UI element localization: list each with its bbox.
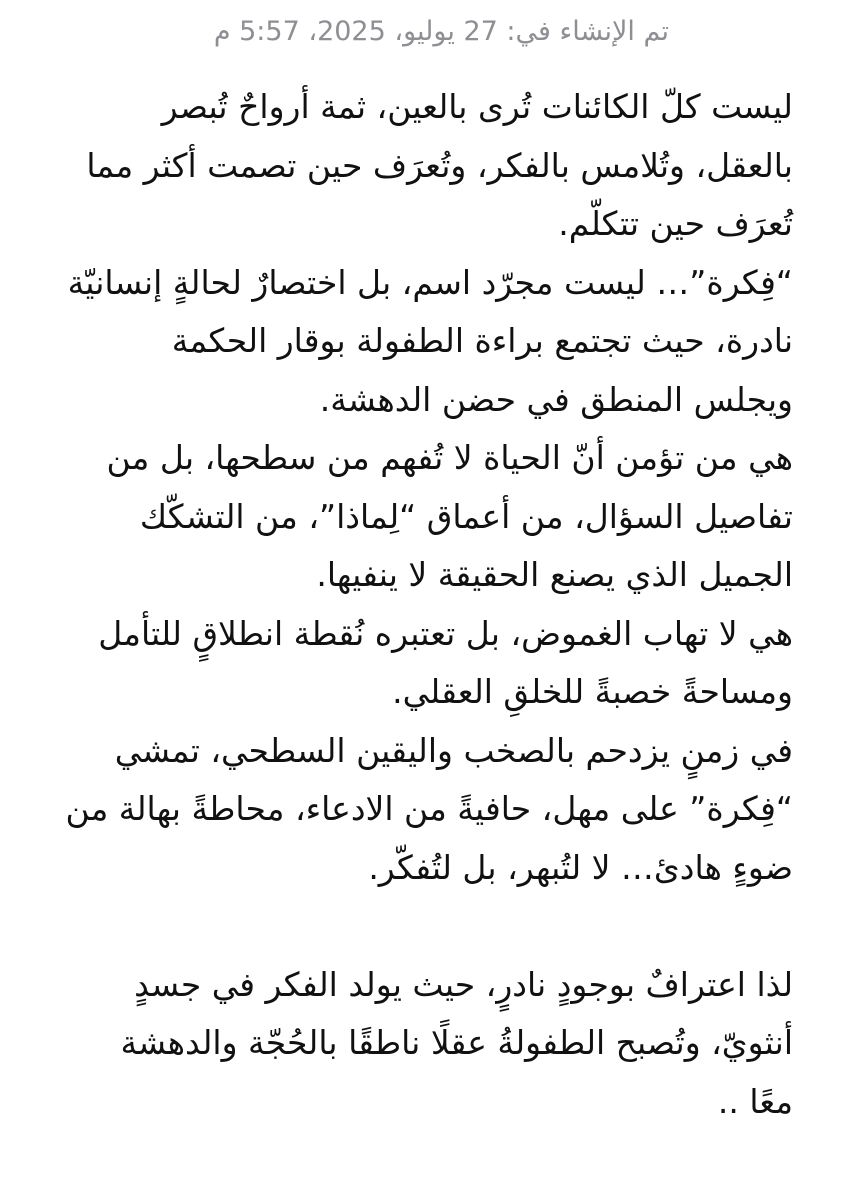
text-line: لذا اعترافٌ بوجودٍ نادرٍ، حيث يولد الفكر في جسدٍ (134, 964, 793, 1004)
paragraph-mystery (54, 605, 793, 722)
text-line: ومساحةً خصبةً للخلقِ العقلي. (392, 672, 793, 711)
paragraph-fikra-name (54, 254, 793, 430)
text-line: في زمنٍ يزدحم بالصخب واليقين السطحي، تمشي (114, 730, 793, 770)
paragraph-calm (54, 722, 793, 898)
text-line: معًا .. (717, 1081, 793, 1121)
note-body (54, 78, 793, 1131)
text-line: الجميل الذي يصنع الحقيقة لا ينفيها. (316, 555, 793, 594)
text-line: تُعرَف حين تتكلّم. (558, 204, 793, 243)
paragraph-intro (54, 78, 793, 254)
text-line: ويجلس المنطق في حضن الدهشة. (319, 379, 793, 419)
text-line: هي لا تهاب الغموض، بل تعتبره نُقطة انطلاقٍ للتأمل (98, 613, 793, 653)
text-line: نادرة، حيث تجتمع براءة الطفولة بوقار الحكمة (171, 321, 793, 360)
text-line: ضوءٍ هادئ… لا لتُبهر، بل لتُفكّر. (368, 847, 793, 887)
created-label: تم الإنشاء في: (506, 16, 669, 47)
creation-timestamp (54, 14, 793, 50)
text-line: هي من تؤمن أنّ الحياة لا تُفهم من سطحها، بل من (106, 438, 793, 477)
text-line: “فِكرة”… ليست مجرّد اسم، بل اختصارٌ لحالةٍ إنسانيّة (67, 262, 793, 302)
text-line: “فِكرة” على مهل، حافيةً من الادعاء، محاطةً بهالة من (65, 789, 793, 828)
paragraph-closing (54, 956, 793, 1132)
paragraph-questions (54, 429, 793, 605)
text-line: ليست كلّ الكائنات تُرى بالعين، ثمة أرواحٌ تُبصر (161, 87, 793, 126)
created-value: 27 يوليو، 2025، 5:57 م (213, 16, 498, 47)
text-line: بالعقل، وتُلامس بالفكر، وتُعرَف حين تصمت أكثر مما (86, 145, 793, 185)
text-line: أنثويّ، وتُصبح الطفولةُ عقلًا ناطقًا بالحُجّة والدهشة (120, 1023, 793, 1062)
text-line: تفاصيل السؤال، من أعماق “لِماذا”، من التشكّك (139, 496, 793, 536)
blank-line (54, 897, 793, 956)
